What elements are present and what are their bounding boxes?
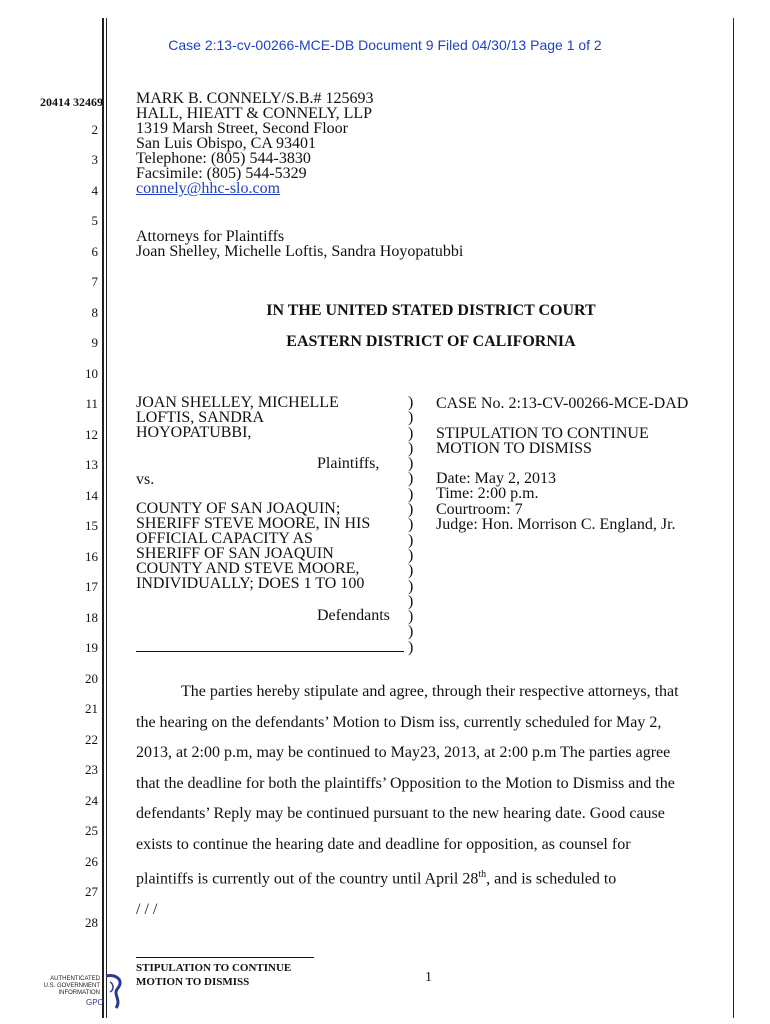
line-number: 24	[85, 793, 98, 808]
stipulation-body	[136, 677, 731, 925]
paren: )	[408, 516, 414, 534]
line-number: 23	[85, 762, 98, 777]
paren: )	[408, 592, 414, 610]
paren: )	[408, 608, 414, 626]
body-line: defendants’ Reply may be continued pursuant to the new hearing date. Good cause	[136, 805, 665, 822]
document-title-line: STIPULATION TO CONTINUE	[436, 425, 649, 442]
defendant-line: COUNTY AND STEVE MOORE,	[136, 560, 360, 577]
line-number: 15	[85, 518, 98, 533]
paren: )	[408, 394, 414, 411]
paren: )	[408, 501, 414, 519]
hearing-time: Time: 2:00 p.m.	[436, 485, 539, 503]
caption-defendants	[136, 501, 370, 591]
defendants-label: Defendants	[317, 607, 390, 624]
body-line-text: plaintiffs is currently out of the country until April 28	[136, 870, 479, 888]
court-name: IN THE UNITED STATED DISTRICT COURT	[266, 302, 596, 319]
gpo-eagle-icon	[100, 972, 130, 1012]
body-line: that the deadline for both the plaintiffs’ Opposition to the Motion to Dismiss and the	[136, 774, 675, 792]
gpo-line: INFORMATION	[58, 990, 100, 996]
line-number: 3	[91, 152, 98, 167]
line-number: 27	[85, 884, 98, 899]
defendant-line: INDIVIDUALLY; DOES 1 TO 100	[136, 575, 365, 592]
line-number: 10	[85, 366, 98, 381]
email-link[interactable]: connely@hhc-slo.com	[136, 180, 281, 197]
paren: )	[408, 470, 414, 488]
paren: )	[408, 409, 414, 427]
hearing-date: Date: May 2, 2013	[436, 470, 556, 487]
gpo-authentication-logo	[38, 972, 128, 1012]
line-number: 16	[85, 549, 98, 564]
page-number: 1	[425, 970, 432, 985]
line-number: 4	[91, 183, 98, 198]
city-address: San Luis Obispo, CA 93401	[136, 135, 317, 152]
document-title-line: MOTION TO DISMISS	[436, 440, 592, 457]
client-names: Joan Shelley, Michelle Loftis, Sandra Hoyopatubbi	[136, 243, 464, 260]
caption-parentheses	[408, 395, 413, 655]
attorney-block	[136, 91, 374, 196]
document-id: 20414 32469	[40, 95, 103, 109]
plaintiff-line: JOAN SHELLEY, MICHELLE	[136, 394, 339, 411]
caption-underline	[136, 651, 404, 652]
attorney-name: MARK B. CONNELY/S.B.# 125693	[136, 90, 374, 107]
facsimile: Facsimile: (805) 544-5329	[136, 165, 307, 182]
footer-title-line: MOTION TO DISMISS	[136, 976, 250, 988]
line-number: 19	[85, 640, 98, 655]
filing-header: Case 2:13-cv-00266-MCE-DB Document 9 Filed 04/30/13 Page 1 of 2	[168, 37, 602, 53]
defendant-line: SHERIFF STEVE MOORE, IN HIS	[136, 515, 371, 532]
paren: )	[408, 485, 414, 503]
footer-title	[136, 961, 291, 989]
telephone: Telephone: (805) 544-3830	[136, 150, 311, 167]
line-number: 13	[85, 457, 98, 472]
hearing-info	[436, 471, 676, 532]
gpo-line: AUTHENTICATED	[50, 976, 100, 982]
paren: )	[408, 546, 414, 564]
paren: )	[408, 562, 414, 580]
footer-rule	[136, 957, 314, 958]
line-number: 26	[85, 854, 98, 869]
line-number: 21	[85, 701, 98, 716]
line-number: 22	[85, 732, 98, 747]
paren: )	[408, 439, 414, 457]
body-line: 2013, at 2:00 p.m, may be continued to May23, 2013, at 2:00 p.m The parties agree	[136, 744, 671, 761]
street-address: 1319 Marsh Street, Second Floor	[136, 120, 348, 137]
left-margin-rule-inner	[106, 18, 107, 1018]
paren: )	[408, 424, 414, 442]
gpo-text	[38, 976, 100, 997]
footer-title-line: STIPULATION TO CONTINUE	[136, 962, 292, 974]
defendant-line: COUNTY OF SAN JOAQUIN;	[136, 500, 341, 517]
line-number: 20	[85, 671, 98, 686]
law-firm: HALL, HIEATT & CONNELY, LLP	[136, 105, 373, 122]
gpo-mark: GPO	[86, 998, 104, 1007]
body-line: The parties hereby stipulate and agree, through their respective attorneys, that	[181, 683, 679, 700]
line-number: 9	[91, 335, 98, 350]
line-number: 6	[91, 244, 98, 259]
left-margin-rule-outer	[102, 18, 104, 1018]
judge: Judge: Hon. Morrison C. England, Jr.	[436, 515, 676, 533]
attorneys-role: Attorneys for Plaintiffs	[136, 228, 285, 245]
plaintiff-line: LOFTIS, SANDRA	[136, 409, 265, 426]
paren: )	[408, 531, 414, 549]
court-district: EASTERN DISTRICT OF CALIFORNIA	[286, 333, 576, 350]
paren: )	[408, 623, 414, 641]
right-margin-rule	[733, 18, 734, 1018]
line-number: 28	[85, 915, 98, 930]
line-number: 18	[85, 610, 98, 625]
attorneys-for	[136, 229, 463, 259]
line-number: 11	[85, 396, 98, 411]
line-number: 17	[85, 579, 98, 594]
case-number: CASE No. 2:13-CV-00266-MCE-DAD	[436, 395, 689, 412]
gpo-line: U.S. GOVERNMENT	[43, 983, 100, 989]
line-number: 8	[91, 305, 98, 320]
line-number: 7	[91, 274, 98, 289]
line-number: 25	[85, 823, 98, 838]
plaintiffs-label: Plaintiffs,	[317, 455, 380, 472]
body-line: exists to continue the hearing date and deadline for opposition, as counsel for	[136, 835, 631, 853]
paren: )	[408, 638, 414, 656]
line-number: 2	[91, 122, 98, 137]
body-line-text: , and is scheduled to	[486, 870, 617, 888]
line-number: 14	[85, 488, 98, 503]
courtroom: Courtroom: 7	[436, 500, 523, 518]
ordinal-suffix: th	[478, 869, 487, 880]
defendant-line: SHERIFF OF SAN JOAQUIN	[136, 545, 334, 562]
paren: )	[408, 455, 414, 473]
continuation-mark: / / /	[136, 900, 158, 918]
versus: vs.	[136, 471, 155, 488]
defendant-line: OFFICIAL CAPACITY AS	[136, 530, 313, 547]
line-number: 5	[91, 213, 98, 228]
line-number: 12	[85, 427, 98, 442]
body-line	[136, 860, 731, 895]
caption-plaintiffs	[136, 395, 339, 440]
plaintiff-line: HOYOPATUBBI,	[136, 424, 252, 441]
body-line: the hearing on the defendants’ Motion to Dism iss, currently scheduled for May 2,	[136, 713, 662, 731]
paren: )	[408, 577, 414, 595]
document-title	[436, 426, 649, 456]
